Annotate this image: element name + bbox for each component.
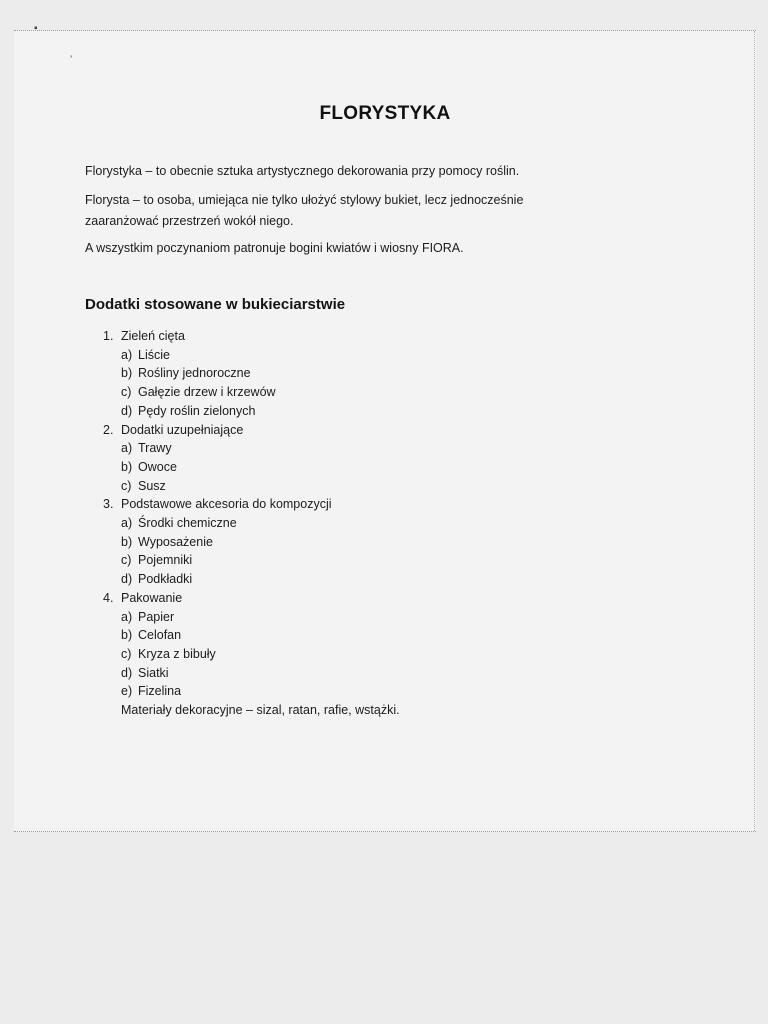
list-item-text: Podkładki xyxy=(138,572,193,587)
list-item-text: Wyposażenie xyxy=(138,534,213,549)
list-number: 3. xyxy=(103,497,114,512)
list-item-text: Pędy roślin zielonych xyxy=(138,403,256,418)
paragraph-patron: A wszystkim poczynaniom patronuje bogini kwiatów i wiosny FIORA. xyxy=(85,241,464,255)
list-item-text: Susz xyxy=(138,478,166,493)
list-item-text: Pojemniki xyxy=(138,553,193,568)
list-item-marker: a) xyxy=(121,516,133,530)
list-item-marker: d) xyxy=(121,665,133,680)
section-heading: Dodatki stosowane w bukieciarstwie xyxy=(85,296,346,313)
list-group-label: Zieleń cięta xyxy=(121,329,185,343)
list-item-marker: c) xyxy=(121,385,132,400)
paragraph-definition-florysta: Florysta – to osoba, umiejąca nie tylko ułożyć stylowy bukiet, lecz jednocześnie zaaranżować przestrzeń wokół niego. xyxy=(85,193,524,228)
list-item-text: Papier xyxy=(138,609,175,624)
list-item-marker: c) xyxy=(121,646,132,661)
list-item-marker: d) xyxy=(121,403,133,418)
list-item-marker: c) xyxy=(121,478,132,493)
list-number: 2. xyxy=(103,422,114,437)
list-item-text: Liście xyxy=(138,347,170,362)
list-item-marker: d) xyxy=(121,572,133,587)
list-group-label: Pakowanie xyxy=(121,590,183,605)
list-item-text: Gałęzie drzew i krzewów xyxy=(138,385,276,400)
list-group-label: Podstawowe akcesoria do kompozycji xyxy=(121,497,332,512)
list-item-text: Siatki xyxy=(138,665,169,680)
list-item-marker: c) xyxy=(121,553,132,568)
paragraph-definition-florystyka: Florystyka – to obecnie sztuka artystycznego dekorowania przy pomocy roślin. xyxy=(85,164,520,178)
list-number: 4. xyxy=(103,590,114,605)
list-item-text: Rośliny jednoroczne xyxy=(138,366,251,381)
list-item-marker: b) xyxy=(121,366,133,381)
list-item-marker: b) xyxy=(121,534,133,549)
list-number: 1. xyxy=(103,329,114,343)
scanned-page xyxy=(14,23,756,832)
list-item-text: Środki chemiczne xyxy=(138,516,237,530)
list-item-text: Trawy xyxy=(138,441,172,456)
list-item-marker: a) xyxy=(121,609,133,624)
list-item-marker: e) xyxy=(121,684,133,699)
list-group-label: Dodatki uzupełniające xyxy=(121,422,244,437)
document-title: FLORYSTYKA xyxy=(319,103,451,124)
scan-speck: ▪ xyxy=(34,23,38,34)
list-item-text: Fizelina xyxy=(138,684,182,699)
list-item-marker: a) xyxy=(121,347,133,362)
list-item-marker: b) xyxy=(121,628,133,643)
list-item-text: Kryza z bibuły xyxy=(138,646,216,661)
scan-speck: ʼ xyxy=(70,55,73,66)
list-item-marker: a) xyxy=(121,441,133,456)
list-item-marker: b) xyxy=(121,459,133,474)
list-item-text: Owoce xyxy=(138,459,177,474)
decorative-materials-note: Materiały dekoracyjne – sizal, ratan, rafie, wstążki. xyxy=(121,703,400,717)
list-item-text: Celofan xyxy=(138,628,182,643)
page-edge xyxy=(754,31,756,831)
